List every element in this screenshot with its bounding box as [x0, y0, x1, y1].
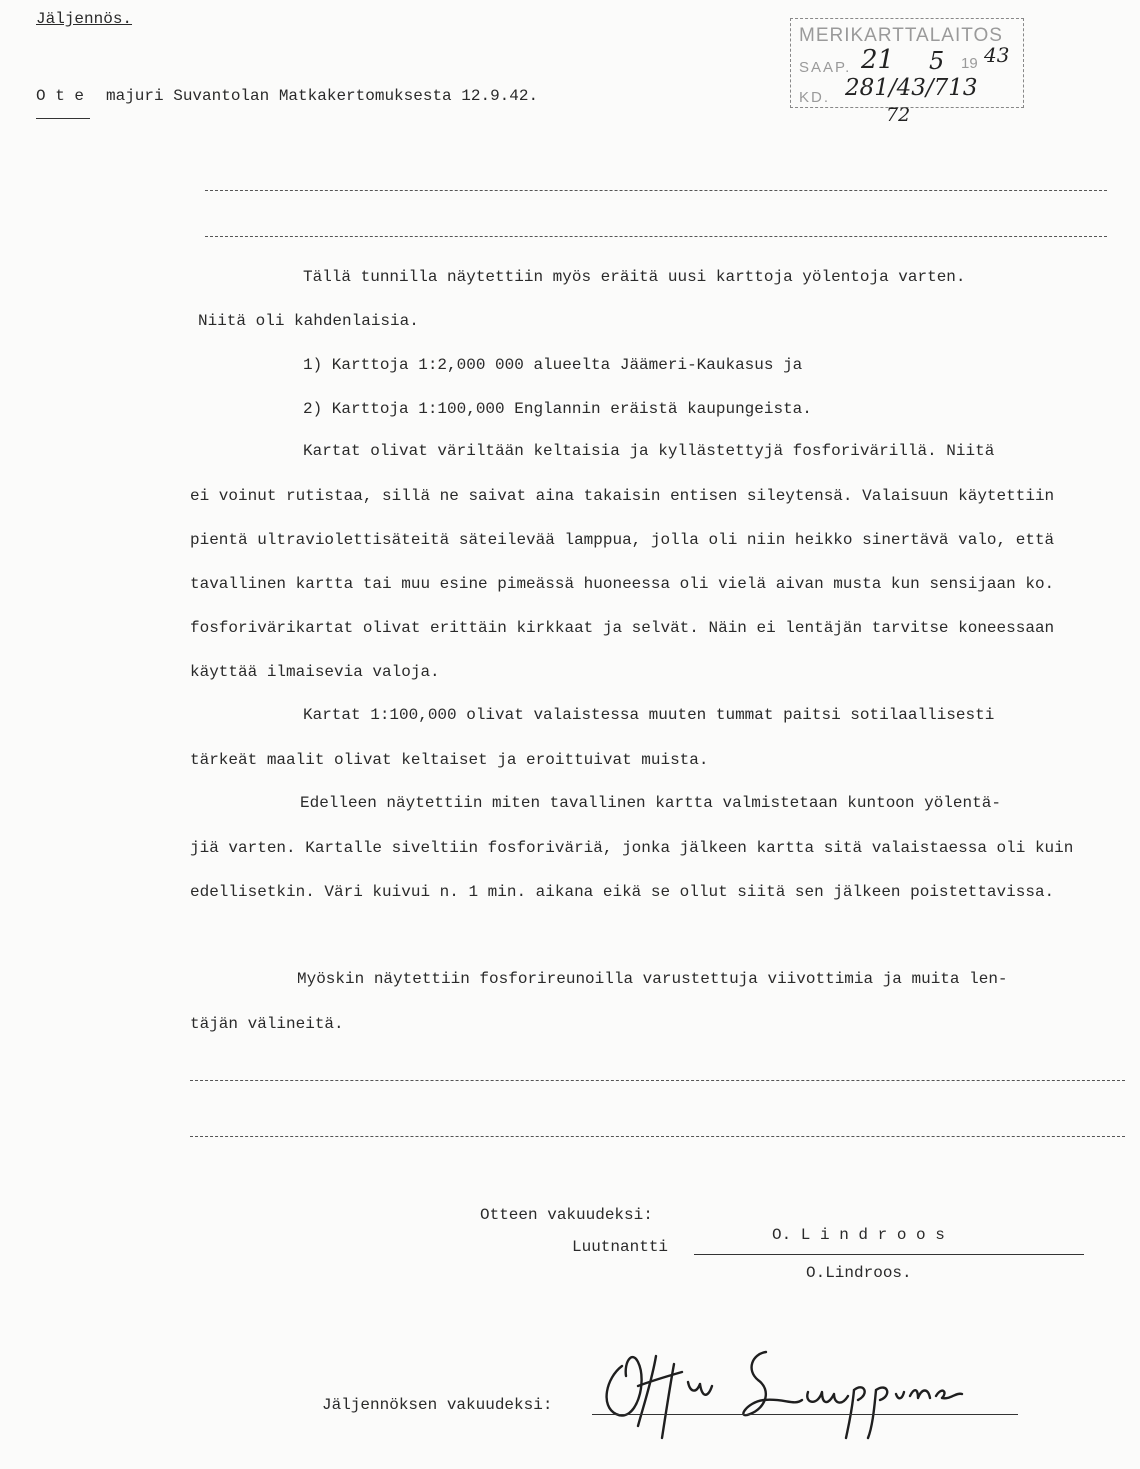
paragraph-intro-line1: Tällä tunnilla näytettiin myös eräitä uusi karttoja yölentoja varten. — [303, 268, 966, 286]
separator-top-1 — [205, 190, 1107, 191]
paragraph-targets-body: tärkeät maalit olivat keltaiset ja eroittuivat muista. — [190, 751, 709, 769]
copy-signature-line — [592, 1414, 1018, 1415]
signer-rank: Luutnantti — [572, 1238, 669, 1256]
list-item-2: 2) Karttoja 1:100,000 Englannin eräistä kaupungeista. — [303, 400, 812, 418]
excerpt-underline — [36, 118, 90, 119]
copy-label: Jäljennös. — [36, 10, 133, 28]
handwritten-signature — [596, 1342, 1026, 1442]
document-subject: majuri Suvantolan Matkakertomuksesta 12.9.42. — [106, 87, 539, 105]
paragraph-intro-line2: Niitä oli kahdenlaisia. — [198, 312, 419, 330]
separator-top-2 — [205, 236, 1107, 237]
copy-certification-label: Jäljennöksen vakuudeksi: — [322, 1396, 553, 1414]
stamp-extra-mark: 72 — [886, 104, 911, 126]
signer-name: O.Lindroos. — [806, 1264, 912, 1282]
stamp-kd-label: KD. — [799, 89, 831, 106]
stamp-year-printed: 19 — [961, 55, 978, 72]
list-item-1: 1) Karttoja 1:2,000 000 alueelta Jäämeri-Kaukasus ja — [303, 356, 803, 374]
paragraph-targets-first-line: Kartat 1:100,000 olivat valaistessa muuten tummat paitsi sotilaallisesti — [303, 706, 995, 724]
stamp-kd-number: 281/43/713 — [845, 75, 978, 101]
certification-label: Otteen vakuudeksi: — [480, 1206, 653, 1224]
paragraph-preparation-body: jiä varten. Kartalle siveltiin fosforiväriä, jonka jälkeen kartta sitä valaistaessa oli kuin edellisetkin. Väri kuivui n. 1 min. aikana eikä se ollut siitä sen jälkeen poistettavissa. — [190, 839, 1074, 901]
stamp-year-hand: 43 — [984, 43, 1010, 67]
excerpt-label: O t e — [36, 87, 85, 105]
stamp-month: 5 — [929, 47, 945, 75]
receipt-stamp — [790, 18, 1024, 108]
separator-bottom-2 — [190, 1136, 1125, 1137]
paragraph-maps-body: ei voinut rutistaa, sillä ne saivat aina takaisin entisen sileytensä. Valaisuun käytettiin pientä ultraviolettisäteitä säteilevää lamppua, jolla oli niin heikko sinertävä valo, että tavallinen kartta tai muu esine pimeässä huoneessa oli vielä aivan musta kun sensijaan ko. fosforivärikartat olivat erittäin kirkkaat ja selvät. Näin ei lentäjän tarvitse koneessaan käyttää ilmaisevia valoja. — [190, 487, 1055, 681]
paragraph-maps-first-line: Kartat olivat väriltään keltaisia ja kyllästettyjä fosforivärillä. Niitä — [303, 442, 995, 460]
stamp-org: MERIKARTTALAITOS — [799, 25, 1003, 46]
signature-line — [694, 1254, 1084, 1255]
stamp-saap-label: SAAP. — [799, 59, 852, 76]
paragraph-rulers-body: täjän välineitä. — [190, 1015, 344, 1033]
signer-typed-signature: O. L i n d r o o s — [772, 1226, 945, 1244]
separator-bottom-1 — [190, 1080, 1125, 1081]
paragraph-preparation-first-line: Edelleen näytettiin miten tavallinen kartta valmistetaan kuntoon yölentä- — [300, 794, 1001, 812]
stamp-day: 21 — [861, 45, 895, 75]
paragraph-rulers-first-line: Myöskin näytettiin fosforireunoilla varustettuja viivottimia ja muita len- — [297, 970, 1008, 988]
